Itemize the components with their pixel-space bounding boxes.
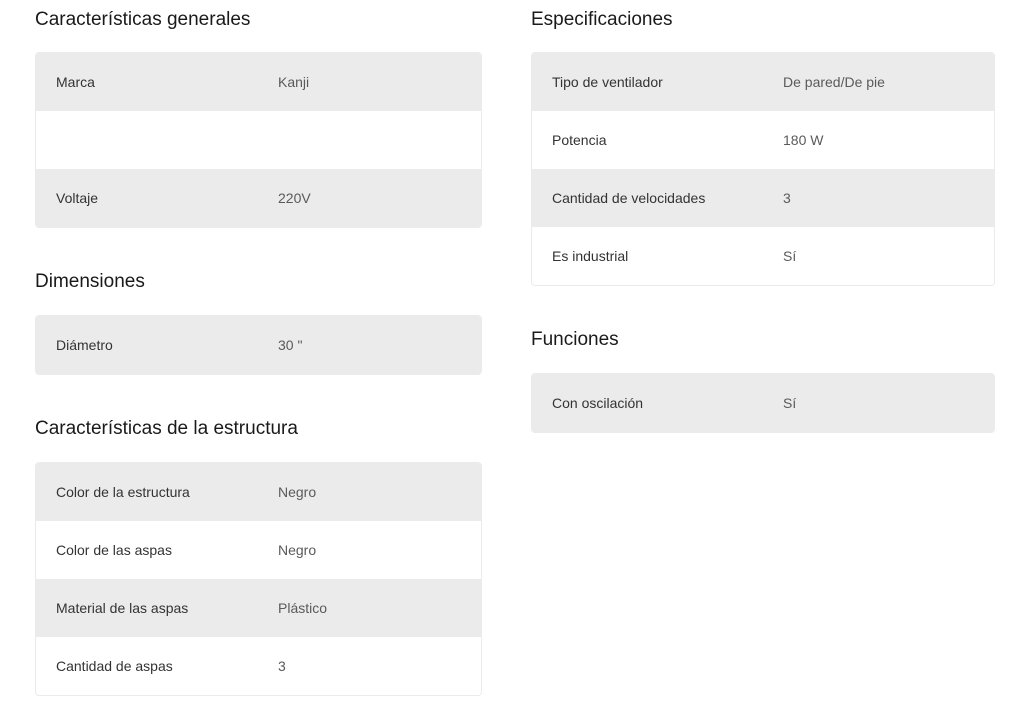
section-title-dimensiones: Dimensiones	[35, 271, 145, 292]
row-label: Material de las aspas	[56, 600, 189, 616]
row-label: Color de la estructura	[56, 484, 190, 500]
table-row	[36, 169, 481, 227]
row-value: Negro	[278, 542, 317, 558]
table-estructura	[35, 462, 482, 696]
row-value: 3	[278, 658, 286, 674]
row-value: Negro	[278, 484, 317, 500]
table-dimensiones	[35, 315, 482, 375]
table-generales	[35, 52, 482, 228]
section-title-funciones: Funciones	[531, 329, 619, 350]
row-label: Es industrial	[552, 248, 629, 264]
row-value: Plástico	[278, 600, 328, 616]
row-label: Cantidad de velocidades	[552, 190, 706, 206]
table-funciones	[531, 373, 995, 433]
table-row	[532, 53, 994, 111]
table-row	[36, 53, 481, 111]
row-label: Color de las aspas	[56, 542, 172, 558]
row-value: 180 W	[783, 132, 824, 148]
row-label: Con oscilación	[552, 395, 644, 411]
row-value: Sí	[783, 395, 797, 411]
section-title-especificaciones: Especificaciones	[531, 9, 673, 30]
table-row	[532, 227, 994, 285]
table-especificaciones	[531, 52, 995, 286]
table-row	[532, 169, 994, 227]
row-label: Cantidad de aspas	[56, 658, 173, 674]
section-title-estructura: Características de la estructura	[35, 418, 298, 439]
table-row	[36, 111, 481, 169]
row-value: 220V	[278, 190, 311, 206]
table-row	[36, 637, 481, 695]
table-row	[36, 463, 481, 521]
row-value: De pared/De pie	[783, 74, 885, 90]
row-label: Diámetro	[56, 337, 113, 353]
table-row	[36, 579, 481, 637]
row-label: Marca	[56, 74, 95, 90]
table-row	[36, 521, 481, 579]
row-label: Voltaje	[56, 190, 99, 206]
section-title-generales: Características generales	[35, 9, 251, 30]
row-value: Kanji	[278, 74, 310, 90]
row-label: Tipo de ventilador	[552, 74, 663, 90]
table-row	[36, 316, 481, 374]
row-label: Potencia	[552, 132, 607, 148]
table-row	[532, 111, 994, 169]
row-value: Sí	[783, 248, 797, 264]
table-row	[532, 374, 994, 432]
row-value: 30 "	[278, 337, 303, 353]
row-value: 3	[783, 190, 791, 206]
